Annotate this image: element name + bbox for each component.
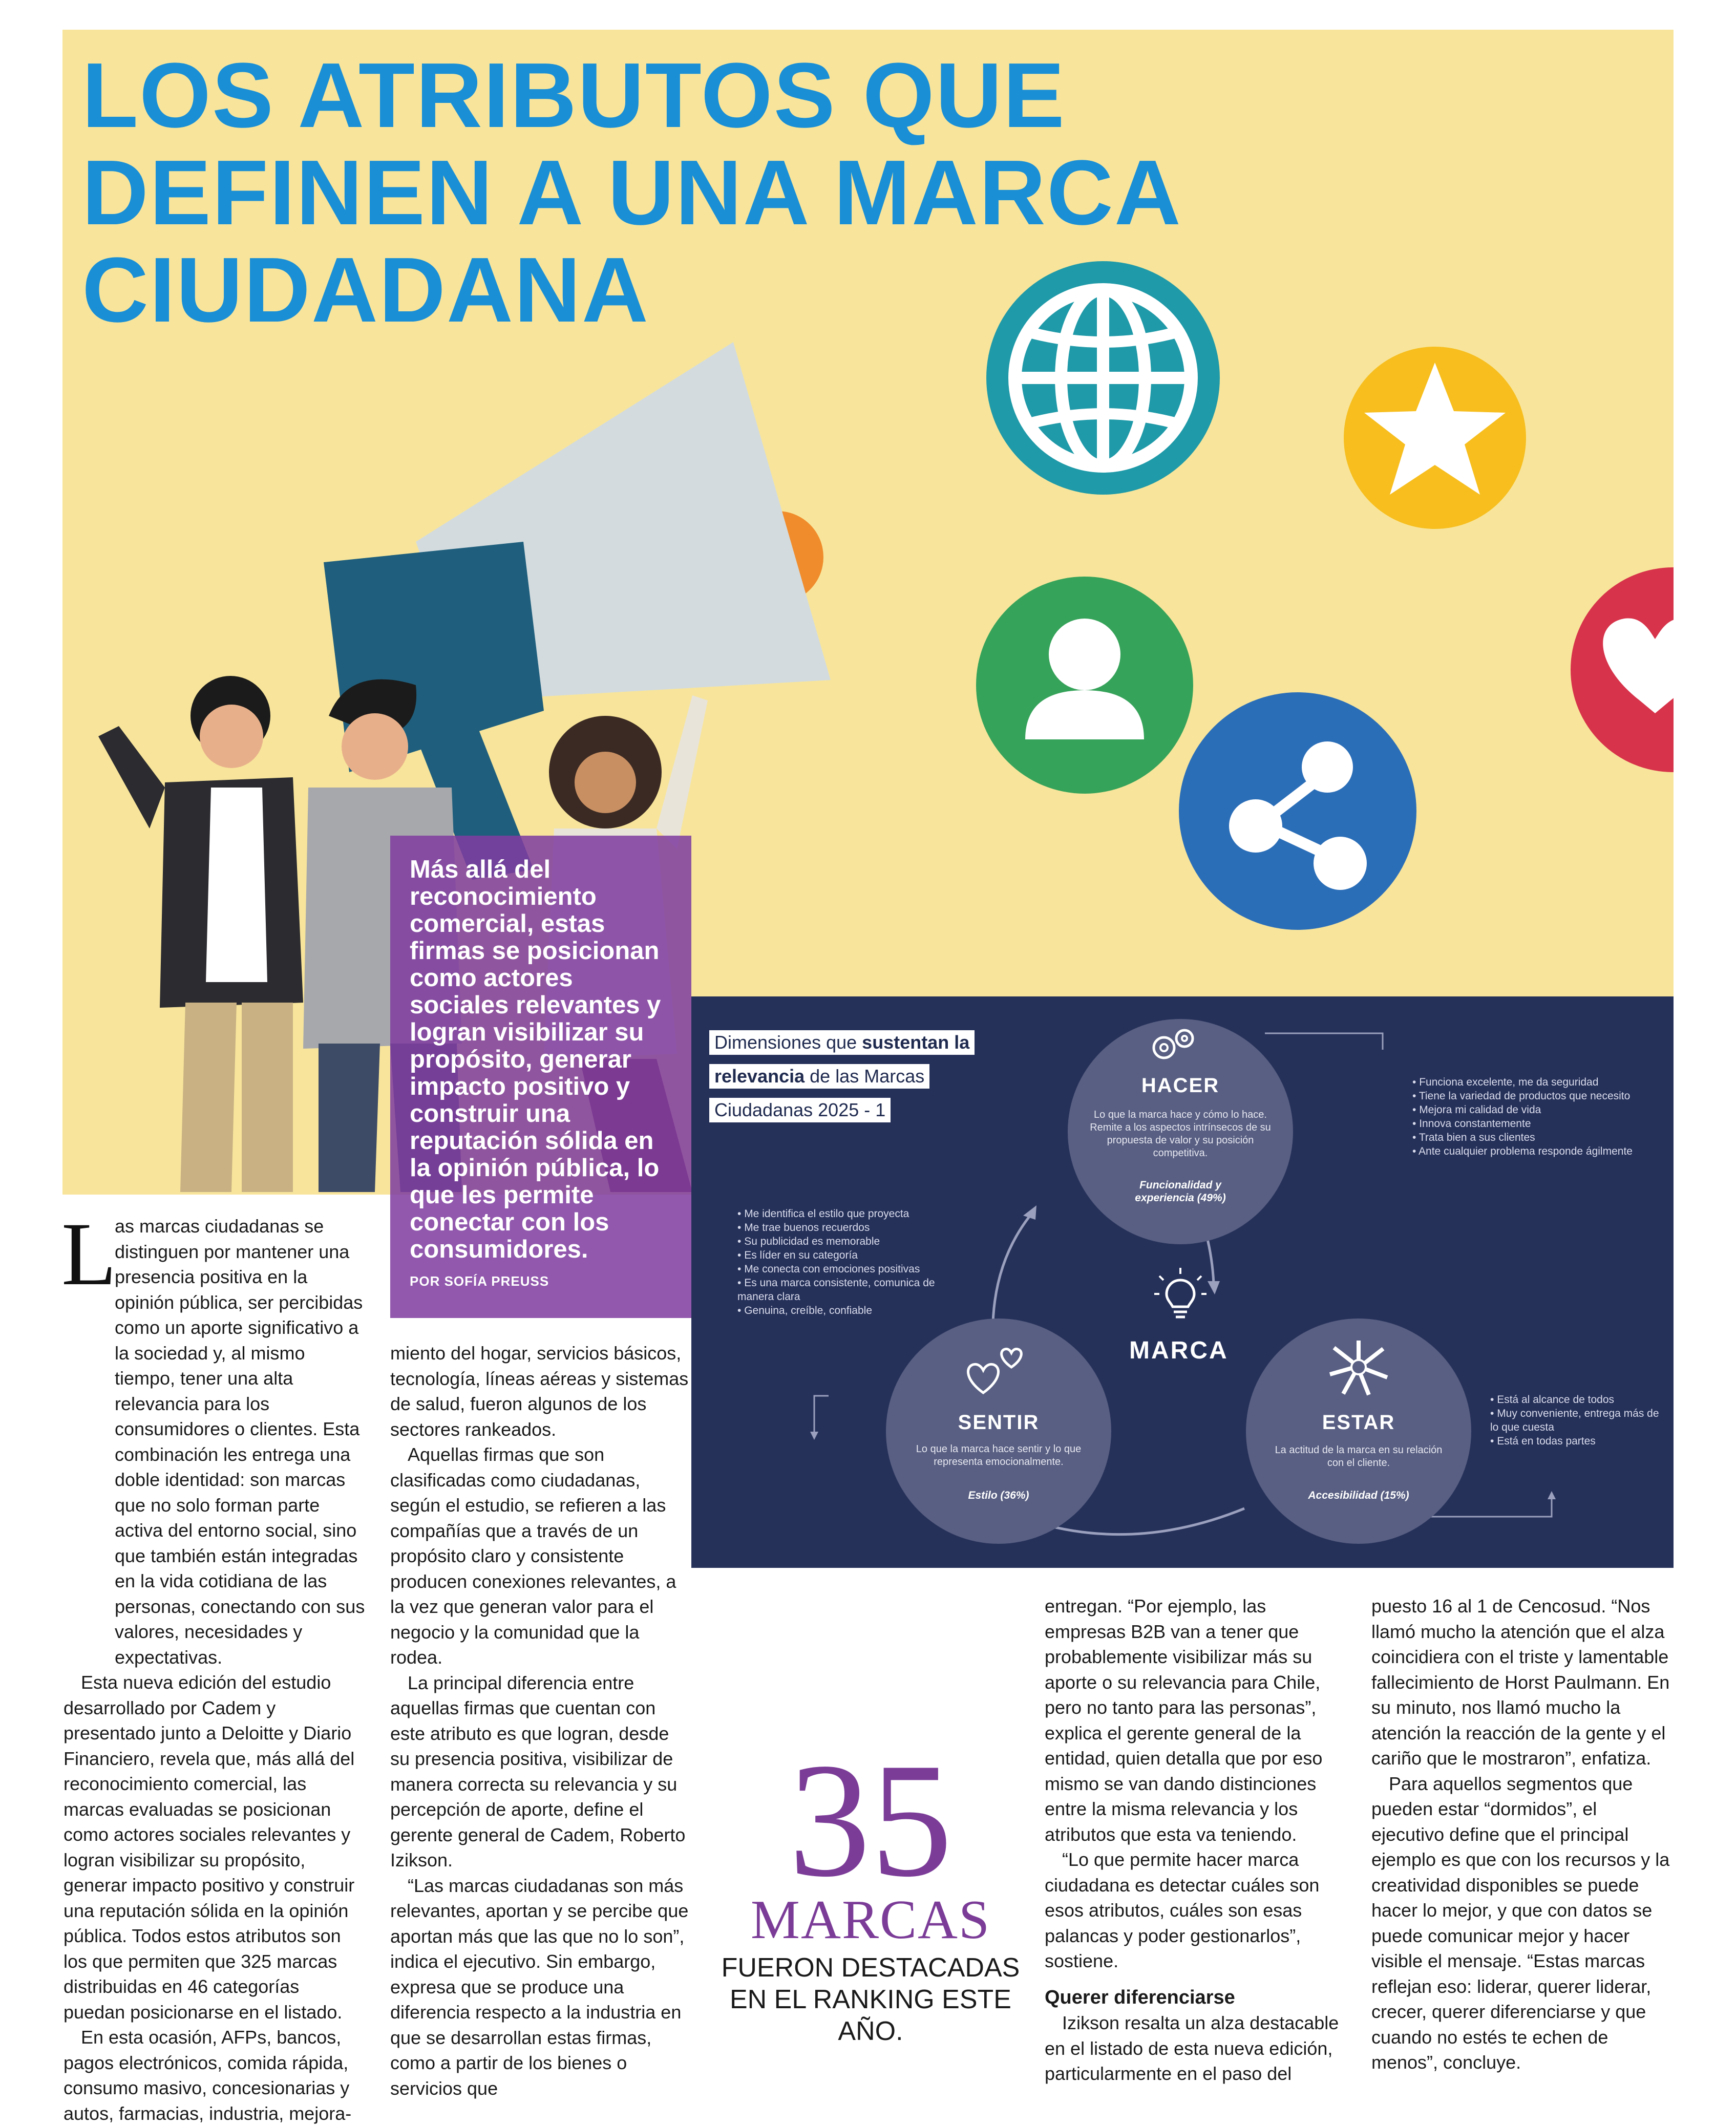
hacer-bullet: • Funciona excelente, me da seguridad (1412, 1075, 1653, 1089)
estar-title: ESTAR (1322, 1411, 1395, 1434)
estar-bullet: • Muy conveniente, entrega más de lo que cuesta (1490, 1407, 1664, 1434)
hacer-bullet: • Ante cualquier problema responde ágilmente (1412, 1144, 1653, 1158)
sentir-bullet: • Es líder en su categoría (737, 1248, 963, 1262)
hearts-icon (963, 1336, 1029, 1398)
sentir-bullet: • Su publicidad es memorable (737, 1235, 963, 1248)
paragraph: entregan. “Por ejemplo, las empresas B2B van a tener que probablemente visibilizar más su aporte o su relevancia para Chile, pero no tanto para las personas”, explica el gerente general de la entidad, quien detalla que por eso mismo se van dando distinciones entre la misma relevancia y los atributos que esta va teniendo. (1045, 1596, 1323, 1845)
paragraph: Izikson resalta un alza destacable en el listado de esta nueva edición, particularmente en el paso del (1045, 2012, 1339, 2084)
sentir-title: SENTIR (958, 1411, 1040, 1434)
hacer-bullet: • Mejora mi calidad de vida (1412, 1103, 1653, 1117)
estar-bullet: • Está en todas partes (1490, 1434, 1664, 1448)
user-icon (976, 577, 1193, 794)
paragraph: Aquellas firmas que son clasificadas como ciudadanas, según el estudio, se refieren a las compañías que a través de un propósito claro y consistente producen conexiones relevantes, a la vez que generan valor para el negocio y la comunidad que la rodea. (390, 1444, 676, 1668)
sentir-bullets (737, 1207, 963, 1317)
paragraph: La principal diferencia entre aquellas firmas que cuentan con este atributo es que logran, desde su presencia positiva, visibilizar de manera correcta su relevancia y su percepción de aporte, define el gerente general de Cadem, Roberto Izikson. (390, 1672, 686, 1870)
stat-unit: MARCAS (750, 1889, 991, 1950)
sentir-bullet: • Me trae buenos recuerdos (737, 1221, 963, 1235)
center-label: MARCA (1129, 1337, 1229, 1364)
lightbulb-icon (1152, 1266, 1209, 1322)
infographic-title-line-3: Ciudadanas 2025 - 1 (709, 1098, 891, 1122)
hacer-percentage: Funcionalidad y experiencia (49%) (1135, 1179, 1226, 1204)
estar-percentage: Accesibilidad (15%) (1308, 1490, 1409, 1501)
hacer-bullet: • Trata bien a sus clientes (1412, 1131, 1653, 1144)
infographic-title-line-1: Dimensiones que sustentan la (709, 1030, 975, 1055)
gears-icon (1145, 1023, 1201, 1064)
paragraph: puesto 16 al 1 de Cencosud. “Nos llamó mucho la atención que el alza coincidiera con el triste y lamentable fallecimiento de Horst Paulmann. En su minuto, nos llamó mucho la atención la reacción de la gente y el cariño que le mostraron”, enfatiza. (1371, 1596, 1670, 1769)
hands-together-icon (1323, 1336, 1394, 1398)
sentir-description: Lo que la marca hace sentir y lo que representa emocionalmente. (916, 1443, 1082, 1468)
share-icon (1179, 692, 1416, 930)
paragraph: Para aquellos segmentos que pueden estar “dormidos”, el ejecutivo define que el principal ejemplo es que con los recursos y la creatividad disponibles se puede hacer lo mejor, y que con datos se puede comunicar mejor y hacer visible el mensaje. “Estas marcas reflejan eso: liderar, querer liderar, crecer, querer diferenciarse y que cuando no estés te echen de menos”, concluye. (1371, 1773, 1670, 2073)
byline: POR SOFÍA PREUSS (410, 1273, 549, 1289)
sentir-percentage: Estilo (36%) (968, 1490, 1029, 1501)
subheading: Querer diferenciarse (1045, 1986, 1235, 2008)
paragraph: “Las marcas ciudadanas son más relevantes, aportan y se percibe que aportan más que las que no lo son”, indica el ejecutivo. Sin embargo, expresa que se produce una diferencia respecto a la industria en que se desarrollan estas firmas, como a partir de los bienes o servicios que (390, 1875, 689, 2099)
hacer-bullet: • Tiene la variedad de productos que necesito (1412, 1089, 1653, 1103)
hacer-description: Lo que la marca hace y cómo lo hace. Remite a los aspectos intrínsecos de su propuesta de valor y su posición competitiva. (1090, 1109, 1271, 1159)
star-icon (1344, 347, 1526, 529)
paragraph: as marcas ciudadanas se distinguen por mantener una presencia positiva en la opinión pública, ser percibidas como un aporte significativo a la sociedad y, al mismo tiempo, tener una alta relevancia para los consumidores o clientes. Esta combinación les entrega una doble identidad: son marcas que no solo forman parte activa del entorno social, sino que también están integradas en la vida cotidiana de las personas, conectando con sus valores, necesidades y expectativas. (115, 1216, 365, 1668)
stat-number: 35 (789, 1730, 952, 1911)
hacer-title: HACER (1141, 1074, 1220, 1097)
article-lead: Más allá del reconocimiento comercial, estas firmas se posicionan como actores sociales relevantes y logran visibilizar su propósito, generar impacto positivo y construir una reputación sólida en la opinión pública, lo que les permite conectar con los consumidores. (410, 856, 661, 1263)
estar-bullet: • Está al alcance de todos (1490, 1393, 1664, 1407)
hacer-bullets (1412, 1075, 1653, 1158)
article-column-4 (1371, 1593, 1674, 2075)
paragraph: miento del hogar, servicios básicos, tecnología, líneas aéreas y sistemas de salud, fueron algunos de los sectores rankeados. (390, 1343, 689, 1440)
infographic-title-line-2: relevancia de las Marcas (709, 1064, 929, 1089)
drop-cap: L (61, 1204, 117, 1304)
stat-caption: FUERON DESTACADAS EN EL RANKING ESTE AÑO. (721, 1953, 1020, 2046)
paragraph: En esta ocasión, AFPs, bancos, pagos electrónicos, comida rápida, consumo masivo, concesionarias y autos, farmacias, industria, mejora- (63, 2027, 352, 2124)
estar-bullets (1490, 1393, 1664, 1448)
estar-description: La actitud de la marca en su relación con el cliente. (1275, 1444, 1443, 1469)
paragraph: “Lo que permite hacer marca ciudadana es detectar cuáles son esos atributos, cuáles son esas palancas y poder gestionarlos”, sostiene. (1045, 1849, 1320, 1971)
article-column-3 (1045, 1593, 1347, 2087)
hacer-bullet: • Innova constantemente (1412, 1117, 1653, 1131)
heart-icon (1571, 567, 1674, 772)
sentir-bullet: • Me conecta con emociones positivas (737, 1262, 963, 1276)
sentir-bullet: • Genuina, creíble, confiable (737, 1304, 963, 1317)
paragraph: Esta nueva edición del estudio desarrollado por Cadem y presentado junto a Deloitte y Diario Financiero, revela que, más allá del reconocimiento comercial, las marcas evaluadas se posicionan como actores sociales relevantes y logran visibilizar su propósito, generar impacto positivo y construir una reputación sólida en la opinión pública. Todos estos atributos son los que permiten que 325 marcas distribuidas en 46 categorías puedan posicionarse en el listado. (63, 1672, 355, 2023)
article-column-1 (61, 1204, 366, 2126)
article-title: LOS ATRIBUTOS QUE DEFINEN A UNA MARCA CIUDADANA (82, 44, 1179, 342)
sentir-bullet: • Me identifica el estilo que proyecta (737, 1207, 963, 1221)
article-column-2 (390, 1341, 692, 2101)
sentir-bullet: • Es una marca consistente, comunica de manera clara (737, 1276, 963, 1304)
